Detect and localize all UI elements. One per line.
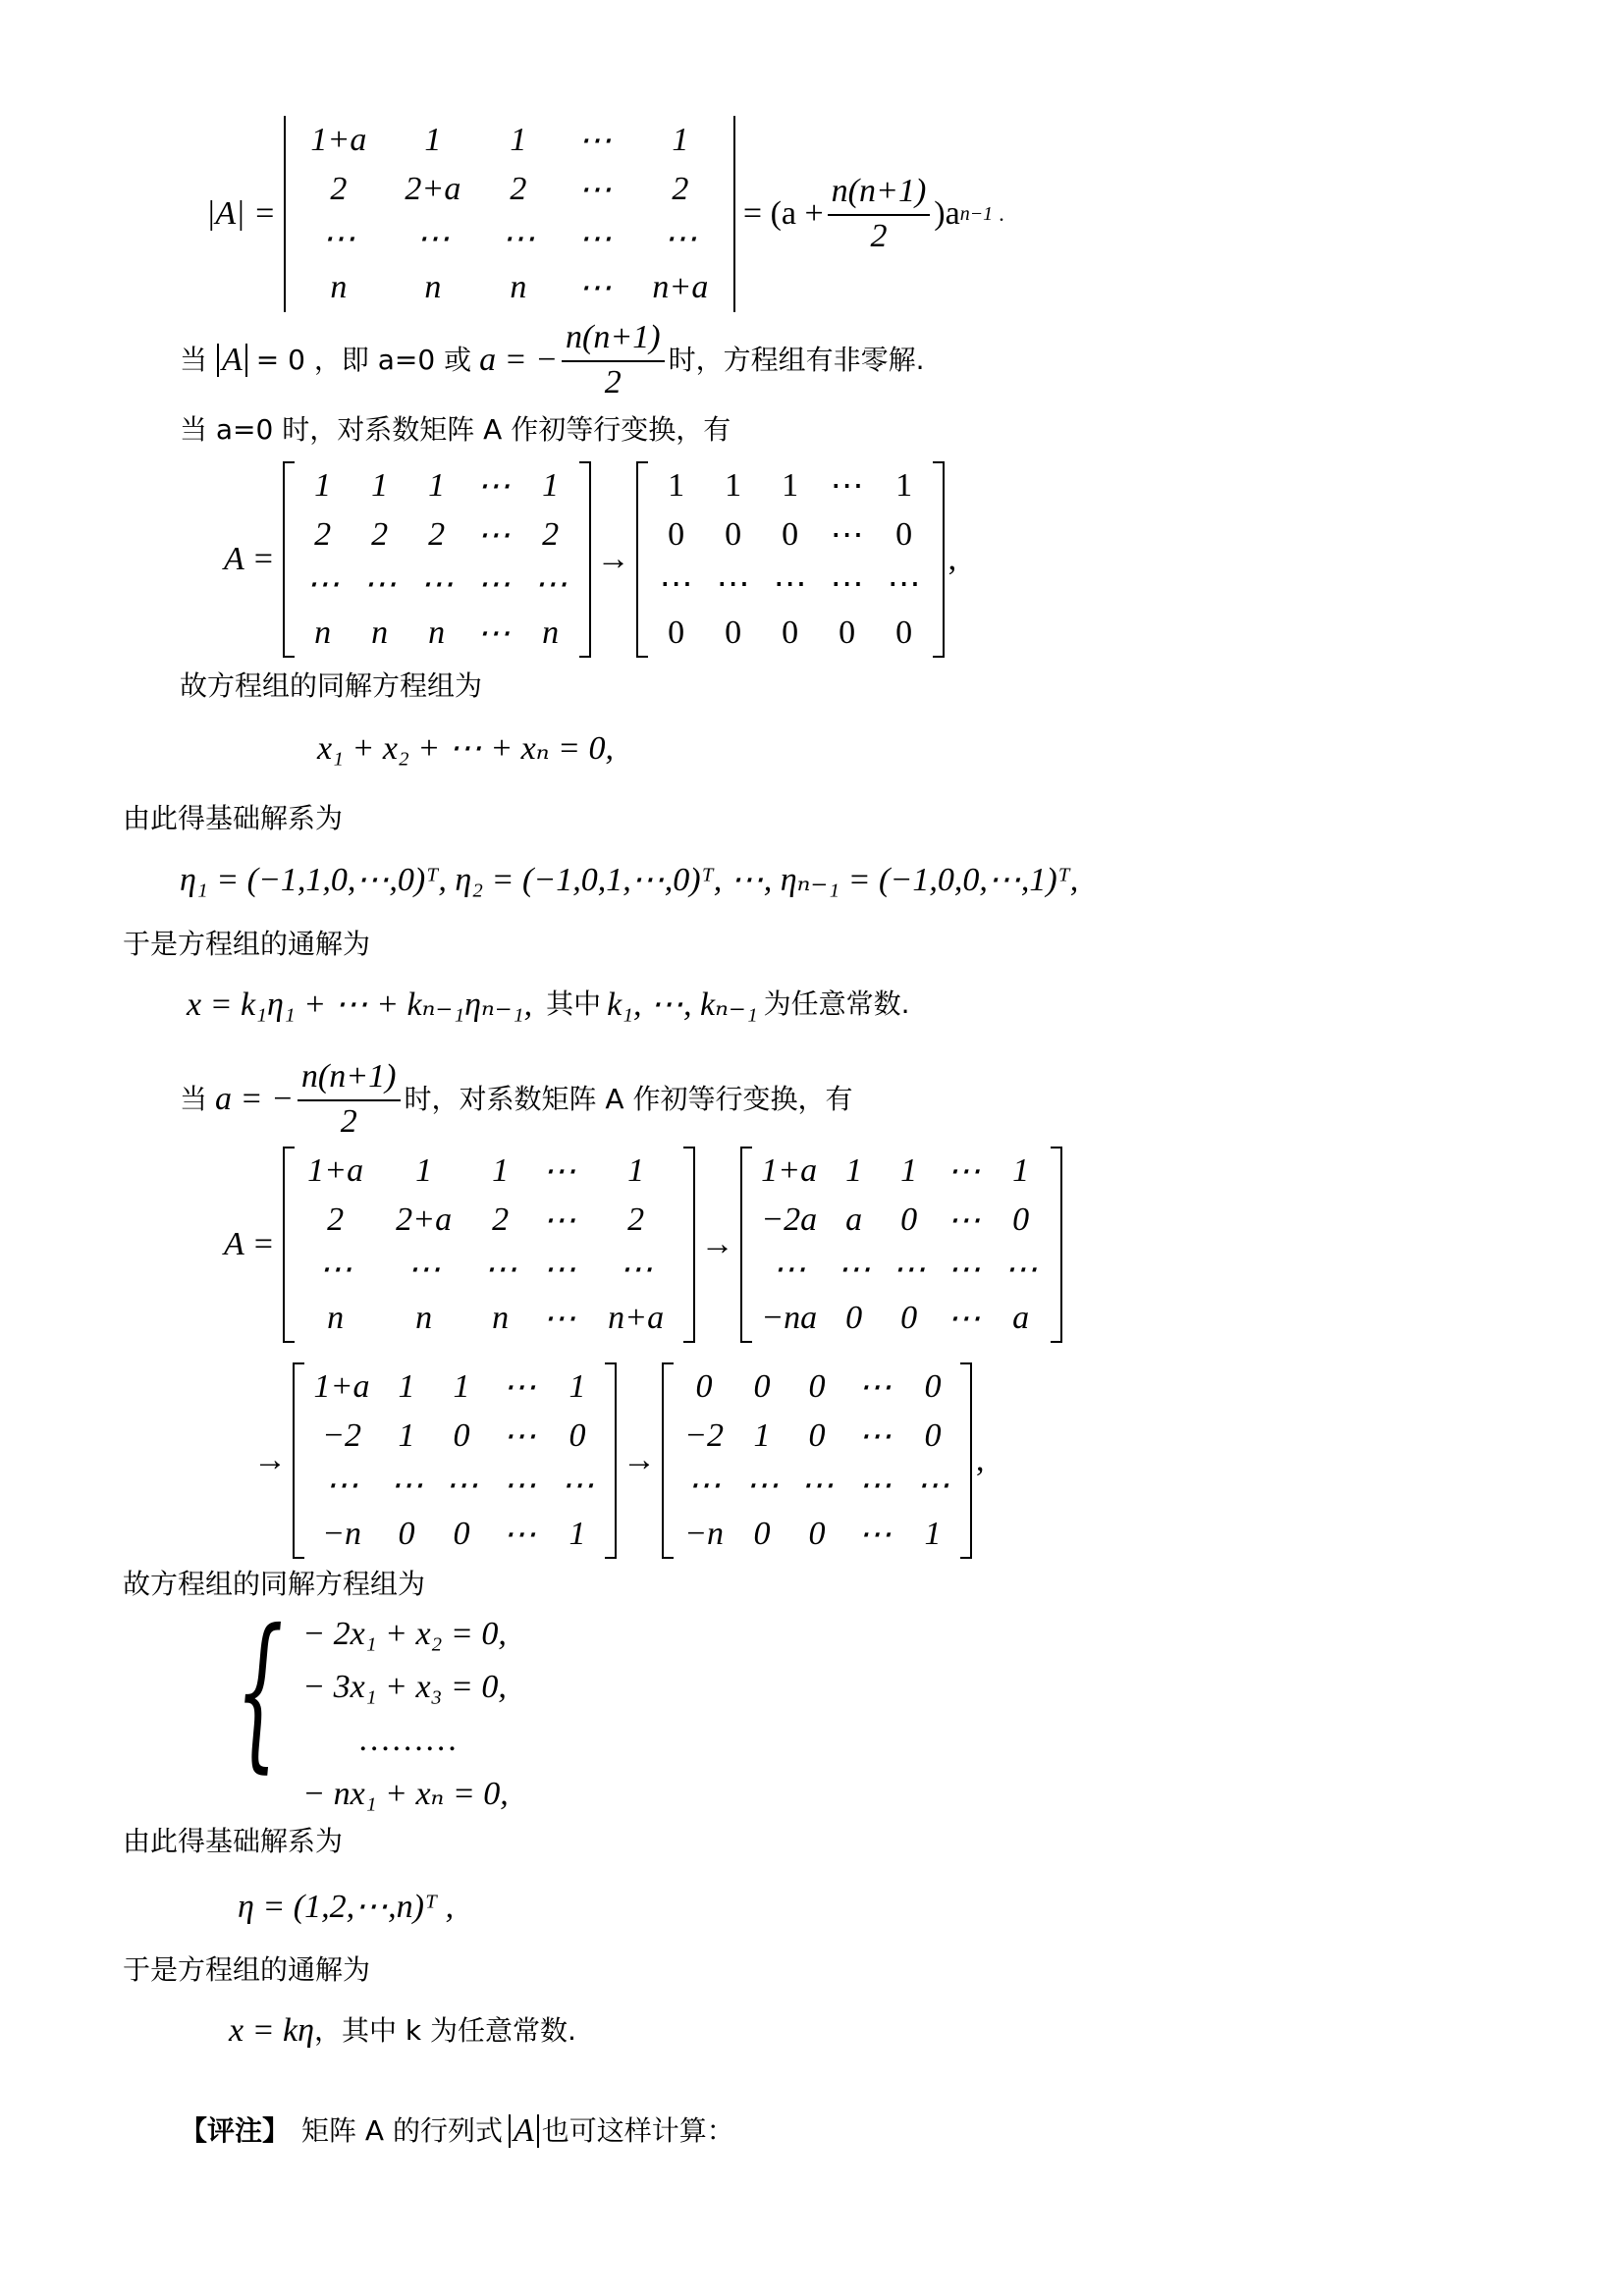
line-general-solution-2: 于是方程组的通解为 (123, 1953, 371, 1986)
matrix-cell: ⋯ (542, 1301, 576, 1337)
matrix-cell: 0 (725, 516, 742, 553)
matrix-cell: 1 (424, 122, 442, 158)
matrix-cell: 2 (627, 1201, 645, 1238)
matrix-cell: 1 (453, 1368, 470, 1405)
matrix-cell: ⋯ (503, 1517, 536, 1553)
line-general-solution: 于是方程组的通解为 (123, 928, 371, 960)
matrix-cell: ⋯ (947, 1202, 981, 1239)
matrix-cell: ⋯ (892, 1252, 926, 1288)
det-rhs-pre: = (a + (742, 195, 824, 232)
line-basis: 由此得基础解系为 (123, 802, 344, 834)
matrix-cell: ⋯ (542, 1252, 576, 1288)
line-a-negative (180, 1058, 852, 1141)
system-row: − nx₁ + xₙ = 0, (302, 1776, 509, 1812)
text: 其中 (546, 988, 602, 1020)
matrix-cell: 2 (314, 516, 332, 553)
matrix-cell: 1 (371, 467, 389, 504)
frac-den: 2 (604, 364, 622, 400)
matrix-cell: 1 (668, 467, 685, 504)
lhs: A = (224, 541, 275, 577)
matrix-cell: 0 (453, 1417, 470, 1454)
matrix-cell: 2 (672, 171, 689, 207)
matrix-cell: ⋯ (533, 566, 568, 603)
matrix-cell: ⋯ (476, 517, 511, 554)
matrix-cell: ⋯ (321, 221, 355, 257)
matrix-cell: a (845, 1201, 863, 1238)
matrix-cell: 0 (453, 1516, 470, 1552)
matrix-cell: ⋯ (503, 1418, 536, 1455)
matrix-cell: n (327, 1300, 345, 1336)
matrix-cell: 2 (327, 1201, 345, 1238)
line-same-solution-2: 故方程组的同解方程组为 (123, 1568, 426, 1600)
matrix-grid (292, 116, 728, 312)
arrow: → (700, 1226, 734, 1262)
system-row: − 3x₁ + x₃ = 0, (302, 1669, 507, 1705)
matrix-cell: −na (761, 1300, 818, 1336)
matrix-cell: ⋯ (390, 1468, 423, 1504)
matrix-cell: 0 (808, 1368, 826, 1405)
text: ，其中 k 为任意常数. (314, 2014, 576, 2047)
matrix-cell: n+a (652, 269, 709, 305)
matrix-cell: 1+a (310, 122, 367, 158)
matrix-cell: 0 (924, 1417, 942, 1454)
equation-system (236, 1594, 509, 1820)
matrix-cell: ⋯ (501, 221, 535, 257)
eta-vectors: η₁ = (−1,1,0,⋯,0)ᵀ, η₂ = (−1,0,1,⋯,0)ᵀ, ⋯, ηₙ₋₁ = (−1,0,0,⋯,1)ᵀ, (180, 862, 1079, 898)
end: , (976, 1442, 985, 1478)
equation-sum: x₁ + x₂ + ⋯ + xₙ = 0, (317, 730, 614, 767)
matrix-cell: n (510, 269, 527, 305)
matrix-cell: n (424, 269, 442, 305)
line-basis-2: 由此得基础解系为 (123, 1825, 344, 1857)
math: x = k₁η₁ + ⋯ + kₙ₋₁ηₙ₋₁, (187, 987, 533, 1023)
matrix-grid (295, 1147, 683, 1343)
eta-vector: η = (1,2,⋯,n)ᵀ , (238, 1889, 455, 1925)
matrix-cell: 1 (415, 1152, 433, 1189)
matrix-cell: 0 (808, 1417, 826, 1454)
matrix-cell: ⋯ (503, 1468, 536, 1504)
matrix-cell: 2+a (396, 1201, 453, 1238)
end: , (947, 541, 957, 577)
matrix-cell: ⋯ (476, 468, 511, 505)
abs-a: A (222, 342, 243, 378)
matrix-grid (674, 1362, 960, 1559)
matrix-cell: −n (322, 1516, 361, 1552)
matrix-cell: 2 (542, 516, 560, 553)
line-a-zero: 当 a=0 时，对系数矩阵 A 作初等行变换，有 (180, 413, 731, 446)
matrix-left (283, 461, 591, 658)
note-label: 【评注】 (180, 2114, 291, 2147)
matrix-cell: ⋯ (858, 1369, 892, 1406)
matrix-cell: 0 (695, 1368, 713, 1405)
matrix-cell: ⋯ (503, 1369, 536, 1406)
matrix-cell: ⋯ (858, 1517, 892, 1553)
matrix-cell: ⋯ (772, 1252, 806, 1288)
general-solution-1 (187, 985, 910, 1024)
matrix-grid (648, 461, 933, 658)
arrow: → (596, 541, 630, 577)
matrix-cell: ⋯ (916, 1468, 949, 1504)
abs-a: A (513, 2112, 534, 2149)
matrix-cell: n (492, 1300, 510, 1336)
matrix-cell: 1 (725, 467, 742, 504)
matrix-cell: ⋯ (419, 566, 454, 603)
determinant-matrix (284, 116, 735, 312)
matrix-right (662, 1362, 972, 1559)
matrix-cell: ⋯ (577, 270, 612, 306)
matrix-cell: ⋯ (362, 566, 397, 603)
matrix-cell: 0 (900, 1300, 918, 1336)
determinant-equation (206, 116, 1004, 312)
matrix-cell: ⋯ (577, 123, 612, 159)
text: 矩阵 A 的行列式 (301, 2114, 503, 2147)
matrix-cell: ⋯ (619, 1252, 653, 1288)
matrix-cell: ⋯ (325, 1468, 358, 1504)
matrix-cell: −2a (761, 1201, 818, 1238)
matrix-cell: 2 (510, 171, 527, 207)
matrix-cell: ⋯ (663, 221, 697, 257)
matrix-cell: ⋯ (445, 1468, 478, 1504)
matrix-cell: n (371, 614, 389, 651)
matrix-cell: ⋯ (476, 566, 511, 603)
matrix-cell: 0 (668, 516, 685, 553)
det-frac-den: 2 (870, 218, 888, 254)
matrix-cell: 0 (782, 614, 799, 651)
text: 当 (180, 344, 208, 376)
matrix-cell: 2 (492, 1201, 510, 1238)
matrix-cell: 2 (428, 516, 446, 553)
matrix-equation-2 (224, 1147, 1062, 1343)
matrix-cell: 1 (314, 467, 332, 504)
text: 时，对系数矩阵 A 作初等行变换，有 (404, 1083, 853, 1115)
matrix-cell: n (428, 614, 446, 651)
matrix-equation-1 (224, 461, 956, 658)
matrix-cell: a (1012, 1300, 1030, 1336)
det-rhs-post: )a (934, 195, 960, 232)
matrix-cell: 1 (924, 1516, 942, 1552)
text: 也可这样计算： (541, 2114, 734, 2147)
matrix-cell: 1 (627, 1152, 645, 1189)
matrix-cell: 0 (845, 1300, 863, 1336)
fraction (298, 1058, 401, 1141)
matrix-cell: 0 (668, 614, 685, 651)
matrix-cell: 0 (900, 1201, 918, 1238)
det-rhs-sup: n−1 (959, 202, 994, 225)
math: a = − (215, 1081, 294, 1117)
matrix-right (636, 461, 945, 658)
math: a = − (479, 342, 558, 378)
matrix-cell: 1 (672, 122, 689, 158)
matrix-cell: ⋯ (745, 1468, 779, 1504)
arrow: → (623, 1442, 656, 1478)
matrix-cell: n (542, 614, 560, 651)
frac-num: n(n+1) (300, 1058, 397, 1095)
matrix-cell: ⋯ (947, 1153, 981, 1190)
matrix-cell: 0 (398, 1516, 415, 1552)
matrix-cell: ⋯ (887, 566, 921, 603)
math: k₁, ⋯, kₙ₋₁ (607, 987, 758, 1023)
matrix-cell: 0 (782, 516, 799, 553)
det-fraction (828, 173, 931, 255)
system-row: ……… (357, 1722, 459, 1758)
matrix-cell: 1 (568, 1516, 586, 1552)
matrix-cell: n (330, 269, 348, 305)
matrix-cell: 0 (725, 614, 742, 651)
det-end: . (999, 201, 1004, 226)
matrix-cell: 1 (568, 1368, 586, 1405)
text: = 0 ，即 a=0 或 (255, 344, 472, 376)
matrix-left (283, 1147, 695, 1343)
matrix-equation-3 (253, 1362, 985, 1559)
matrix-cell: ⋯ (406, 1252, 441, 1288)
matrix-left (293, 1362, 617, 1559)
matrix-cell: 0 (753, 1368, 771, 1405)
note-line (180, 2112, 734, 2150)
matrix-cell: 1 (845, 1152, 863, 1189)
det-lhs: |A| = (206, 195, 276, 232)
matrix-cell: n (415, 1300, 433, 1336)
matrix-cell: ⋯ (716, 566, 750, 603)
fraction (562, 319, 665, 401)
matrix-cell: 1 (398, 1417, 415, 1454)
matrix-cell: ⋯ (577, 221, 612, 257)
matrix-cell: 1 (428, 467, 446, 504)
matrix-cell: ⋯ (542, 1202, 576, 1239)
system-rows (302, 1608, 509, 1820)
matrix-right (740, 1147, 1062, 1343)
matrix-cell: 1 (782, 467, 799, 504)
matrix-cell: 0 (924, 1368, 942, 1405)
matrix-grid (752, 1147, 1051, 1343)
matrix-grid (295, 461, 579, 658)
matrix-cell: ⋯ (415, 221, 450, 257)
matrix-cell: ⋯ (830, 517, 864, 554)
matrix-cell: −2 (684, 1417, 724, 1454)
matrix-cell: ⋯ (947, 1301, 981, 1337)
matrix-cell: 1 (542, 467, 560, 504)
matrix-cell: 0 (808, 1516, 826, 1552)
matrix-cell: 1 (753, 1417, 771, 1454)
line-nonzero-condition (180, 319, 925, 401)
matrix-cell: ⋯ (773, 566, 807, 603)
matrix-cell: ⋯ (483, 1252, 517, 1288)
matrix-cell: 2+a (405, 171, 461, 207)
matrix-cell: ⋯ (858, 1468, 892, 1504)
matrix-cell: ⋯ (577, 172, 612, 208)
line-same-solution: 故方程组的同解方程组为 (180, 669, 483, 702)
matrix-cell: ⋯ (305, 566, 340, 603)
matrix-cell: 0 (753, 1516, 771, 1552)
matrix-cell: ⋯ (659, 566, 693, 603)
matrix-cell: 1+a (307, 1152, 364, 1189)
lhs: A = (224, 1226, 275, 1262)
matrix-cell: −2 (322, 1417, 361, 1454)
matrix-cell: ⋯ (1003, 1252, 1038, 1288)
matrix-cell: −n (684, 1516, 724, 1552)
brace: { (236, 1594, 284, 1789)
matrix-cell: 1 (895, 467, 913, 504)
matrix-cell: ⋯ (542, 1153, 576, 1190)
matrix-cell: ⋯ (476, 615, 511, 652)
matrix-cell: ⋯ (687, 1468, 721, 1504)
matrix-cell: ⋯ (318, 1252, 352, 1288)
matrix-cell: ⋯ (837, 1252, 871, 1288)
matrix-cell: ⋯ (947, 1252, 981, 1288)
matrix-cell: n+a (608, 1300, 665, 1336)
matrix-cell: 1+a (313, 1368, 370, 1405)
matrix-cell: 0 (895, 516, 913, 553)
arrow: → (253, 1442, 287, 1478)
matrix-cell: 0 (1012, 1201, 1030, 1238)
matrix-cell: ⋯ (830, 566, 864, 603)
matrix-cell: n (314, 614, 332, 651)
matrix-cell: 2 (330, 171, 348, 207)
matrix-cell: 0 (839, 614, 856, 651)
matrix-cell: 0 (568, 1417, 586, 1454)
frac-num: n(n+1) (566, 319, 661, 355)
text: 当 (180, 1083, 208, 1115)
matrix-cell: ⋯ (561, 1468, 594, 1504)
matrix-cell: ⋯ (858, 1418, 892, 1455)
matrix-cell: 1+a (761, 1152, 818, 1189)
matrix-grid (304, 1362, 605, 1559)
text: 为任意常数. (763, 988, 910, 1020)
matrix-cell: 1 (900, 1152, 918, 1189)
matrix-cell: 1 (398, 1368, 415, 1405)
matrix-cell: 1 (510, 122, 527, 158)
matrix-cell: 0 (895, 614, 913, 651)
matrix-cell: ⋯ (830, 468, 864, 505)
matrix-cell: 2 (371, 516, 389, 553)
matrix-cell: 1 (1012, 1152, 1030, 1189)
text: 时，方程组有非零解. (668, 344, 925, 376)
matrix-cell: 1 (492, 1152, 510, 1189)
math: x = kη (229, 2012, 314, 2049)
matrix-cell: ⋯ (800, 1468, 834, 1504)
frac-den: 2 (340, 1103, 357, 1140)
general-solution-2 (229, 2012, 576, 2050)
system-row: − 2x₁ + x₂ = 0, (302, 1616, 507, 1652)
det-frac-num: n(n+1) (831, 173, 927, 209)
